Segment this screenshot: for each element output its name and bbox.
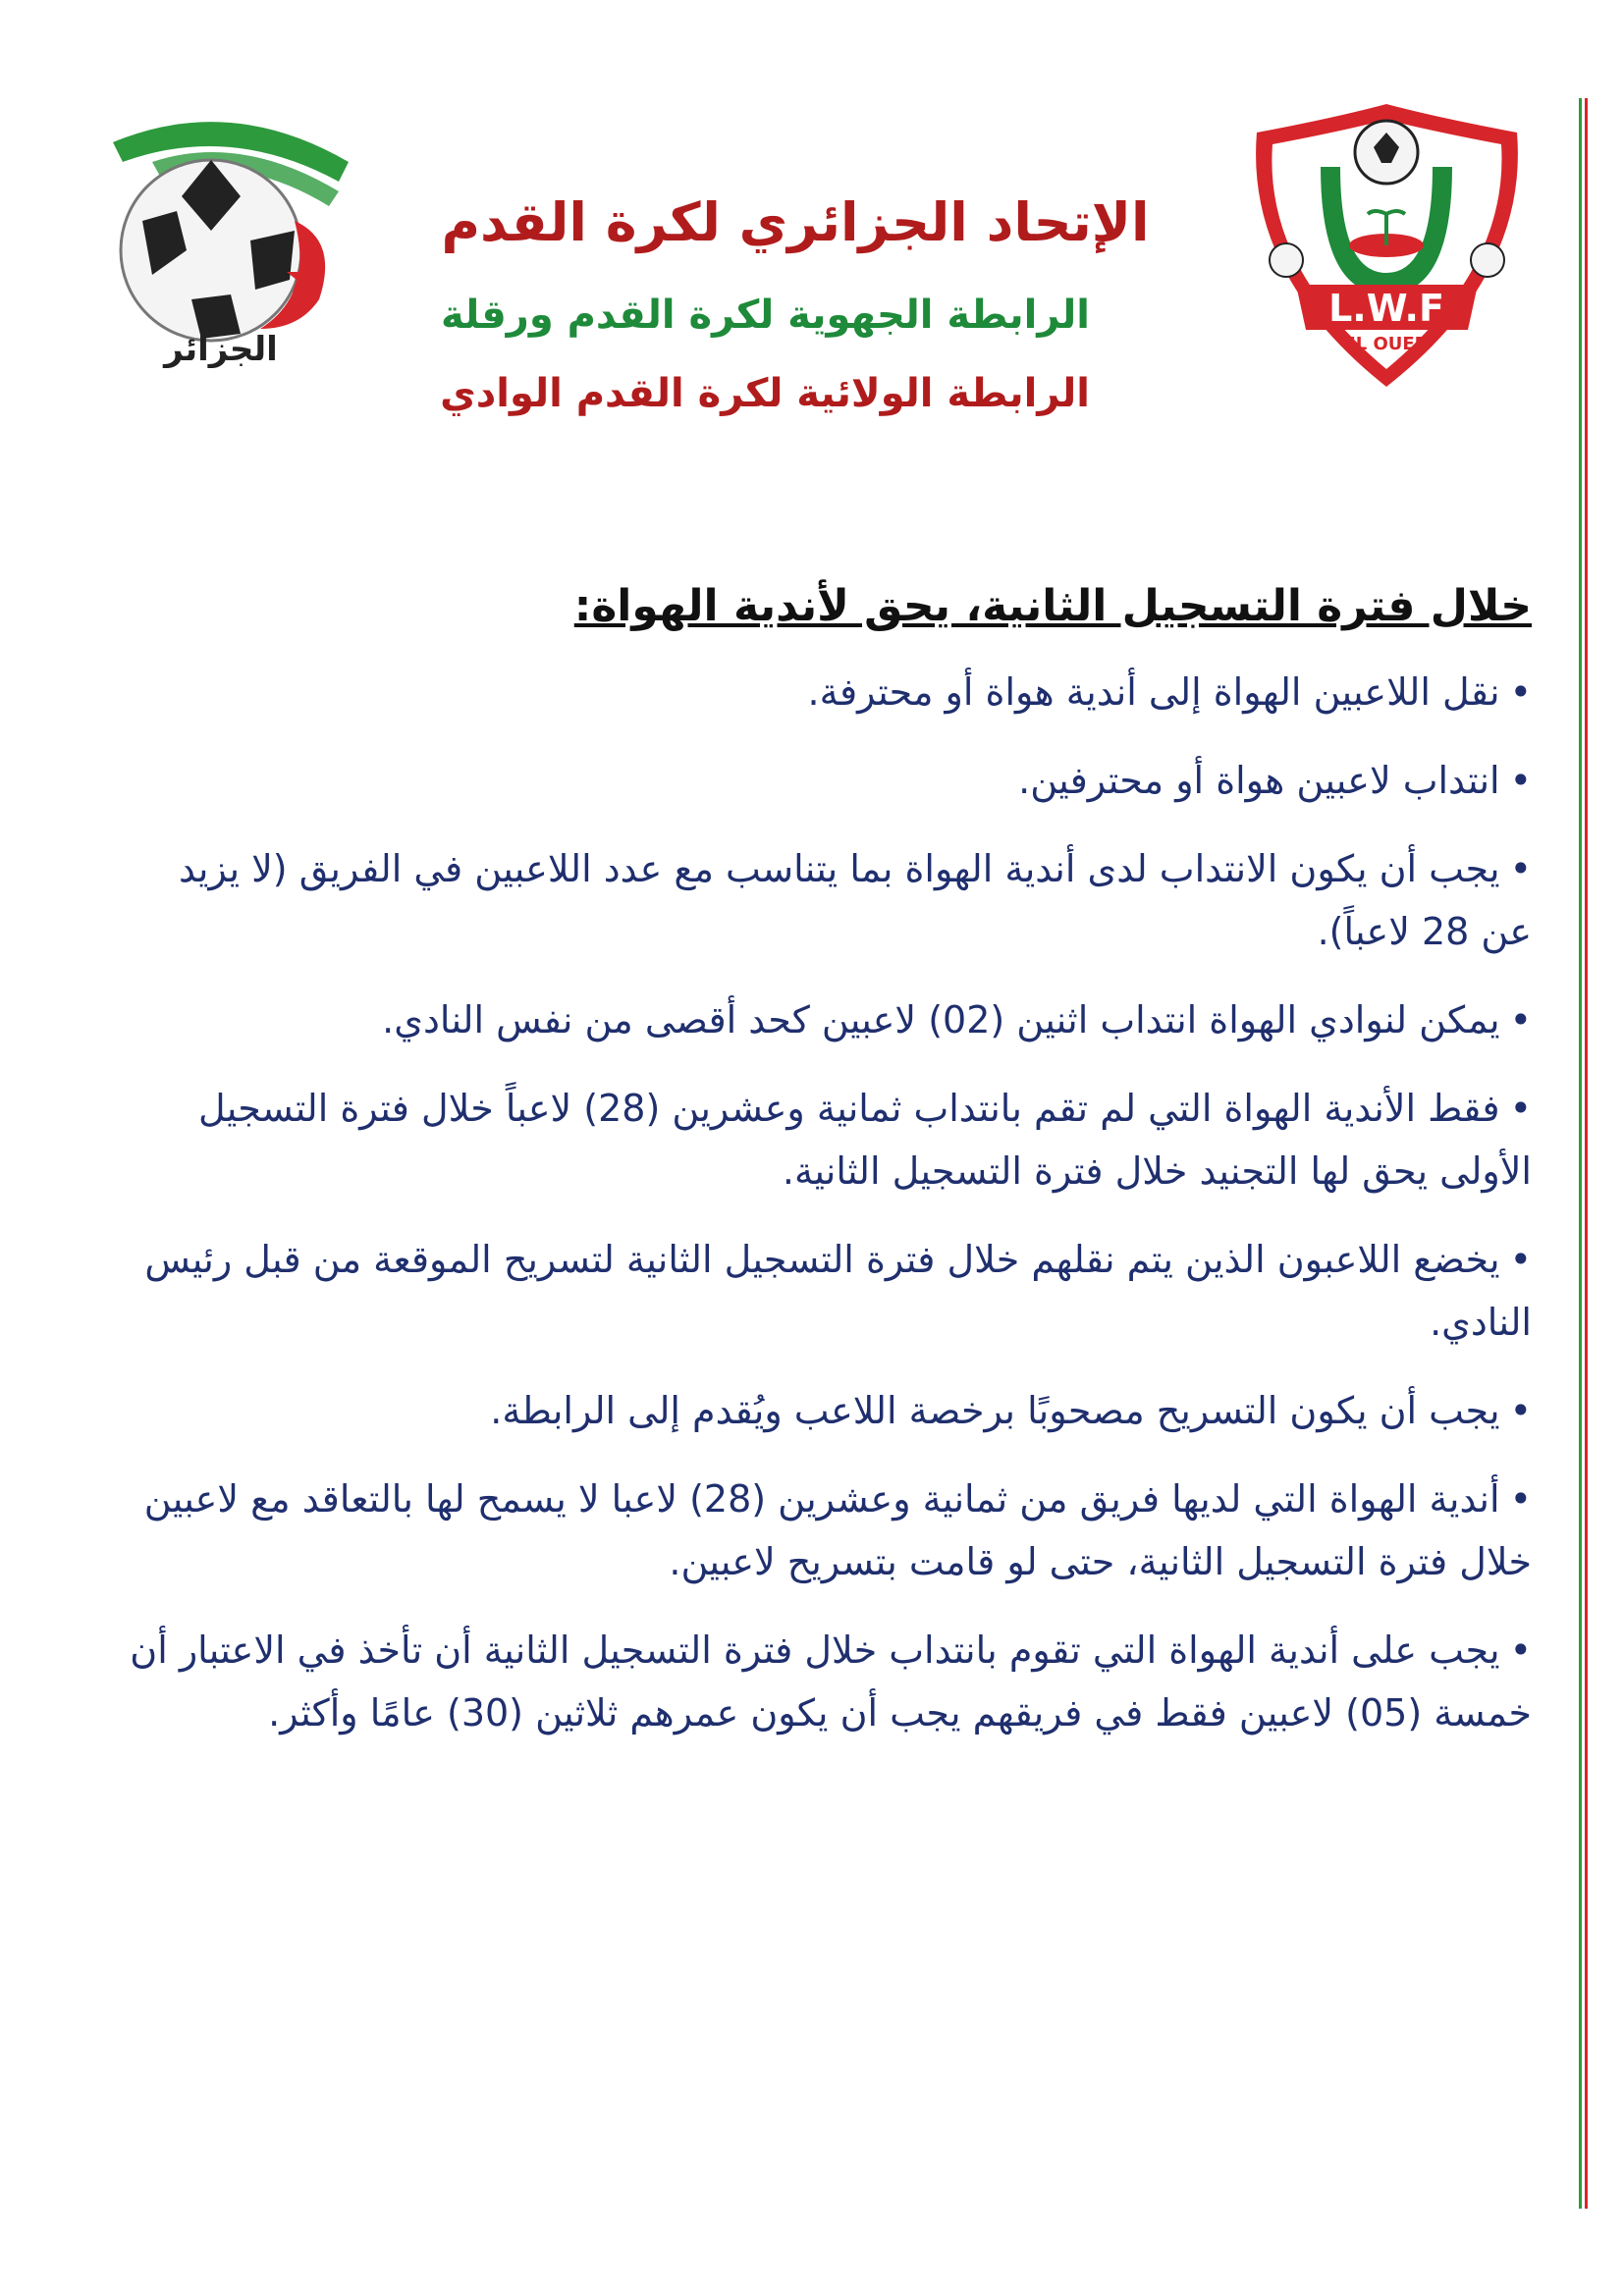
bullet: • xyxy=(1509,998,1532,1041)
green-line xyxy=(1579,98,1582,2209)
list-item-text: نقل اللاعبين الهواة إلى أندية هواة أو محترفة. xyxy=(807,670,1500,714)
list-item-text: يمكن لنوادي الهواة انتداب اثنين (02) لاعبين كحد أقصى من نفس النادي. xyxy=(382,998,1500,1041)
list-item xyxy=(118,1468,1532,1593)
faf-logo xyxy=(93,103,358,368)
bullet: • xyxy=(1509,759,1532,802)
document-header xyxy=(373,191,1218,416)
bullet: • xyxy=(1509,1087,1532,1130)
logo-right-city: EL OUED xyxy=(1343,334,1430,354)
logo-right-letters: L.W.F xyxy=(1328,287,1444,330)
list-item xyxy=(118,837,1532,963)
list-item xyxy=(118,661,1532,723)
list-item-text: يجب أن يكون التسريح مصحوبًا برخصة اللاعب ويُقدم إلى الرابطة. xyxy=(490,1389,1500,1432)
list-item-text: يخضع اللاعبون الذين يتم نقلهم خلال فترة التسجيل الثانية لتسريح الموقعة من قبل رئيس النادي. xyxy=(144,1238,1532,1344)
list-item xyxy=(118,1379,1532,1442)
document-body xyxy=(118,581,1532,1770)
list-item xyxy=(118,1228,1532,1354)
list-item-text: فقط الأندية الهواة التي لم تقم بانتداب ثمانية وعشرين (28) لاعباً خلال فترة التسجيل الأولى يحق لها التجنيد خلال فترة التسجيل الثانية. xyxy=(198,1087,1532,1193)
bullet: • xyxy=(1509,1389,1532,1432)
decorative-side-lines xyxy=(1579,98,1591,2209)
wilaya-league-title: الرابطة الولائية لكرة القدم الوادي xyxy=(440,371,1090,416)
bullet: • xyxy=(1509,847,1532,890)
bullet: • xyxy=(1509,670,1532,714)
list-item-text: أندية الهواة التي لديها فريق من ثمانية وعشرين (28) لاعبا لا يسمح لها بالتعاقد مع لاعبين خلال فترة التسجيل الثانية، حتى لو قامت بتسريح لاعبين. xyxy=(143,1477,1532,1583)
bullet: • xyxy=(1509,1629,1532,1672)
section-heading: خلال فترة التسجيل الثانية، يحق لأندية الهواة: xyxy=(573,581,1532,631)
red-line xyxy=(1585,98,1588,2209)
regional-league-title: الرابطة الجهوية لكرة القدم ورقلة xyxy=(441,293,1090,338)
logo-left-caption: الجزائر xyxy=(164,330,278,368)
list-item-text: يجب أن يكون الانتداب لدى أندية الهواة بما يتناسب مع عدد اللاعبين في الفريق (لا يزيد عن 28 لاعباً). xyxy=(178,847,1532,953)
federation-title: الإتحاد الجزائري لكرة القدم xyxy=(441,191,1150,253)
list-item xyxy=(118,1619,1532,1744)
bullet: • xyxy=(1509,1238,1532,1281)
list-item xyxy=(118,749,1532,812)
lwf-logo xyxy=(1242,98,1532,393)
list-item xyxy=(118,988,1532,1051)
list-item xyxy=(118,1077,1532,1202)
list-item-text: انتداب لاعبين هواة أو محترفين. xyxy=(1018,759,1500,802)
bullet: • xyxy=(1509,1477,1532,1521)
list-item-text: يجب على أندية الهواة التي تقوم بانتداب خلال فترة التسجيل الثانية أن تأخذ في الاعتبار أن خمسة (05) لاعبين فقط في فريقهم يجب أن يكون عمرهم ثلاثين (30) عامًا وأكثر. xyxy=(130,1629,1532,1735)
